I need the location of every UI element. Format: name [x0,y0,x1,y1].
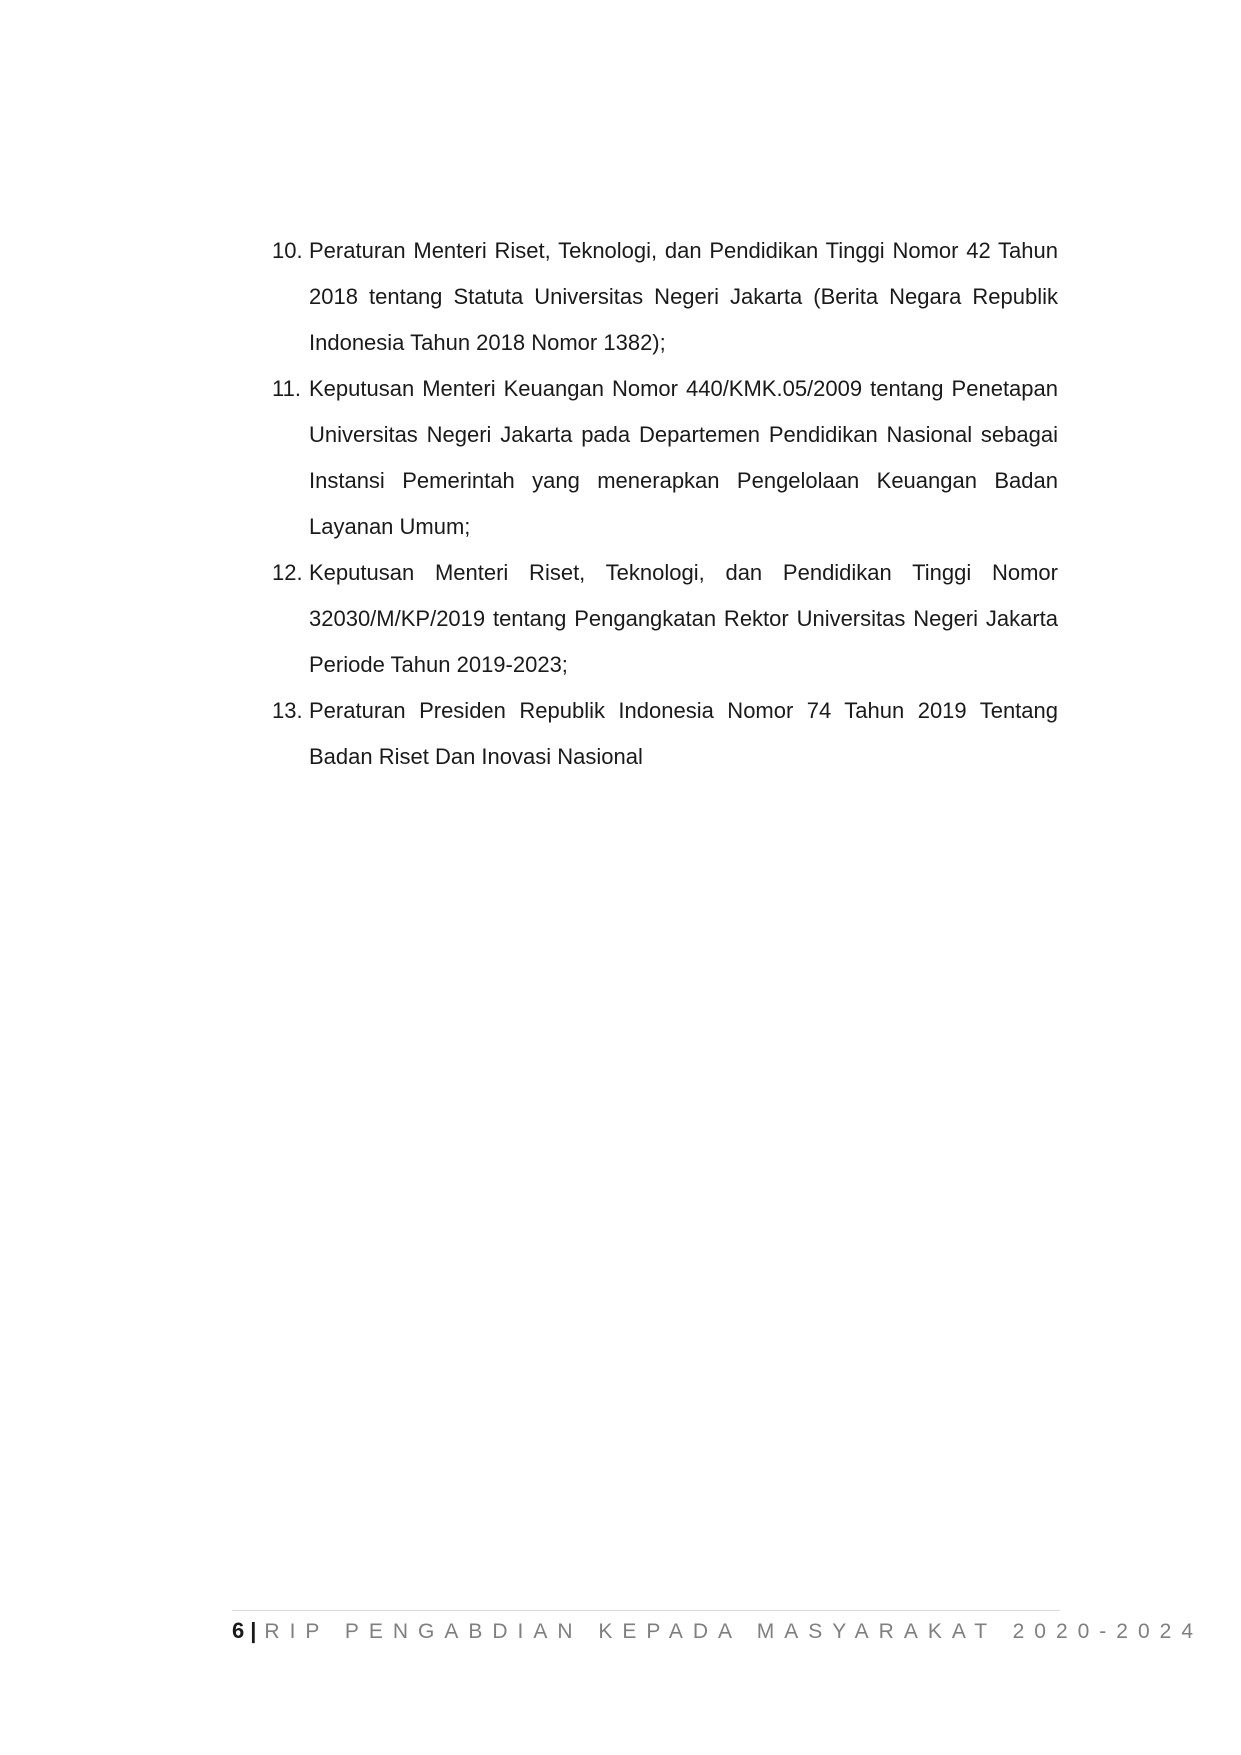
list-item [272,366,1058,550]
list-item [272,228,1058,366]
list-item-text: Peraturan Menteri Riset, Teknologi, dan Pendidikan Tinggi Nomor 42 Tahun 2018 tentang Statuta Universitas Negeri Jakarta (Berita Negara Republik Indonesia Tahun 2018 Nomor 1382); [309,238,1058,355]
footer-document-title: RIP PENGABDIAN KEPADA MASYARAKAT 2020-2024 [264,1620,1204,1643]
legal-reference-list [272,228,1058,780]
footer-divider [232,1610,1060,1611]
footer-separator: | [250,1618,257,1643]
list-item-text: Peraturan Presiden Republik Indonesia Nomor 74 Tahun 2019 Tentang Badan Riset Dan Inovasi Nasional [309,698,1058,769]
list-item-number: 13. [272,698,303,723]
list-item-number: 11. [272,376,301,401]
list-item-number: 12. [272,560,303,585]
list-item-text: Keputusan Menteri Riset, Teknologi, dan Pendidikan Tinggi Nomor 32030/M/KP/2019 tentang Pengangkatan Rektor Universitas Negeri Jakarta Periode Tahun 2019-2023; [309,560,1058,677]
footer-page-number: 6 [232,1618,245,1643]
list-item [272,550,1058,688]
list-item-number: 10. [272,238,303,263]
list-item [272,688,1058,780]
list-item-text: Keputusan Menteri Keuangan Nomor 440/KMK.05/2009 tentang Penetapan Universitas Negeri Jakarta pada Departemen Pendidikan Nasional sebagai Instansi Pemerintah yang menerapkan Pengelolaan Keuangan Badan Layanan Umum; [309,376,1058,539]
page-footer [232,1616,1203,1647]
